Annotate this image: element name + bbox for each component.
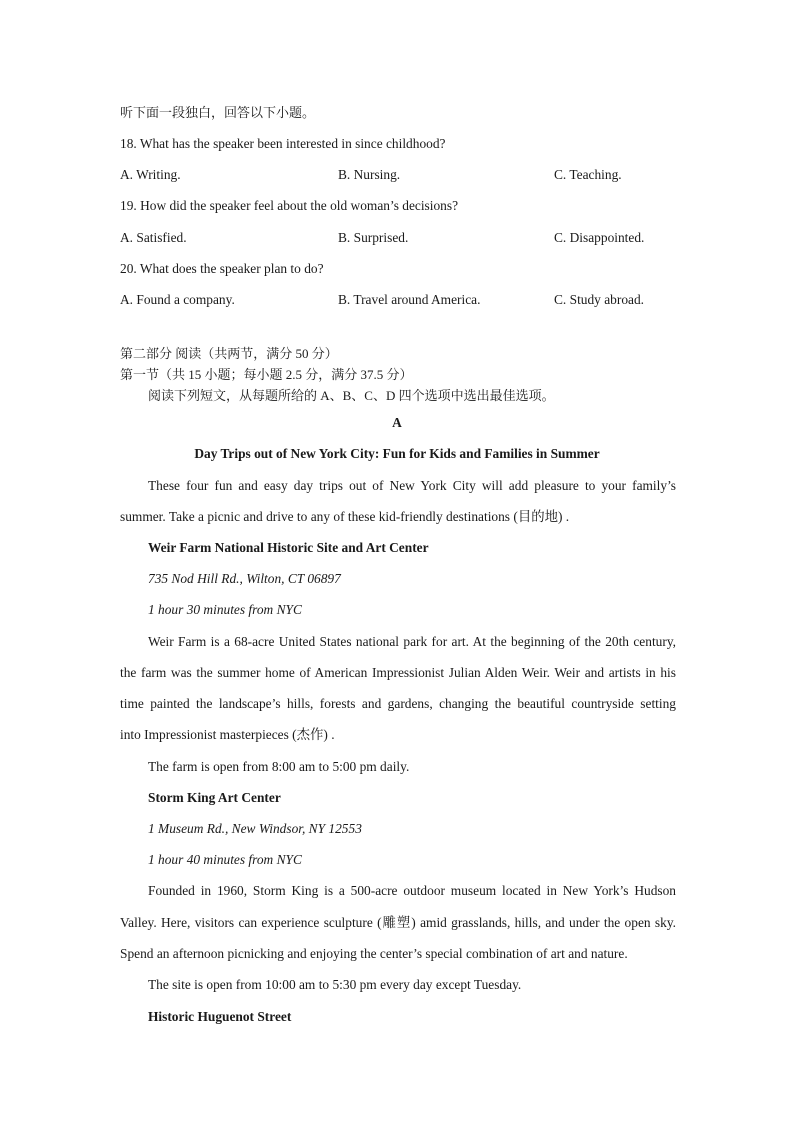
question-18-option-c: C. Teaching. [554,167,622,182]
weir-farm-hours: The farm is open from 8:00 am to 5:00 pm daily. [148,759,410,774]
question-18-option-a: A. Writing. [120,167,181,182]
question-20-option-c: C. Study abroad. [554,292,645,307]
weir-farm-text-line-3: time painted the landscape’s hills, forests and gardens, changing the beautiful countryside setting [120,696,676,711]
storm-king-text-line-3: Spend an afternoon picnicking and enjoying the center’s special combination of art and nature. [120,946,628,961]
passage-label: A [392,415,402,430]
weir-farm-distance: 1 hour 30 minutes from NYC [148,602,302,617]
question-20-option-a: A. Found a company. [120,292,235,307]
storm-king-text-line-2: Valley. Here, visitors can experience sculpture (雕塑) amid grasslands, hills, and under the open sky. [120,915,676,930]
question-18-option-b: B. Nursing. [338,167,401,182]
question-18-stem: 18. What has the speaker been interested in since childhood? [120,136,446,151]
question-19-option-b: B. Surprised. [338,230,409,245]
question-20-stem: 20. What does the speaker plan to do? [120,261,324,276]
weir-farm-address: 735 Nod Hill Rd., Wilton, CT 06897 [148,571,341,586]
weir-farm-text-line-2: the farm was the summer home of American Impressionist Julian Alden Weir. Weir and artists in his [120,665,676,680]
intro-line-2: summer. Take a picnic and drive to any of these kid-friendly destinations (目的地) . [120,509,570,524]
question-19-option-a: A. Satisfied. [120,230,187,245]
intro-line-1: These four fun and easy day trips out of New York City will add pleasure to your family’s [148,478,676,493]
storm-king-hours: The site is open from 10:00 am to 5:30 pm every day except Tuesday. [148,977,522,992]
weir-farm-text-line-1: Weir Farm is a 68-acre United States national park for art. At the beginning of the 20th century, [148,634,676,649]
reading-instruction: 阅读下列短文，从每题所给的 A、B、C、D 四个选项中选出最佳选项。 [148,388,555,403]
huguenot-street-name: Historic Huguenot Street [148,1009,292,1024]
weir-farm-text-line-4: into Impressionist masterpieces (杰作) . [120,727,335,742]
storm-king-distance: 1 hour 40 minutes from NYC [148,852,302,867]
section1-heading: 第一节（共 15 小题；每小题 2.5 分，满分 37.5 分） [120,367,413,382]
passage-title: Day Trips out of New York City: Fun for Kids and Families in Summer [194,446,600,461]
storm-king-text-line-1: Founded in 1960, Storm King is a 500-acre outdoor museum located in New York’s Hudson [148,883,676,898]
weir-farm-name: Weir Farm National Historic Site and Art Center [148,540,429,555]
part2-heading: 第二部分 阅读（共两节，满分 50 分） [120,346,338,361]
question-19-option-c: C. Disappointed. [554,230,645,245]
storm-king-name: Storm King Art Center [148,790,281,805]
listening-instruction: 听下面一段独白，回答以下小题。 [120,105,316,120]
question-19-stem: 19. How did the speaker feel about the old woman’s decisions? [120,198,459,213]
storm-king-address: 1 Museum Rd., New Windsor, NY 12553 [148,821,362,836]
question-20-option-b: B. Travel around America. [338,292,481,307]
